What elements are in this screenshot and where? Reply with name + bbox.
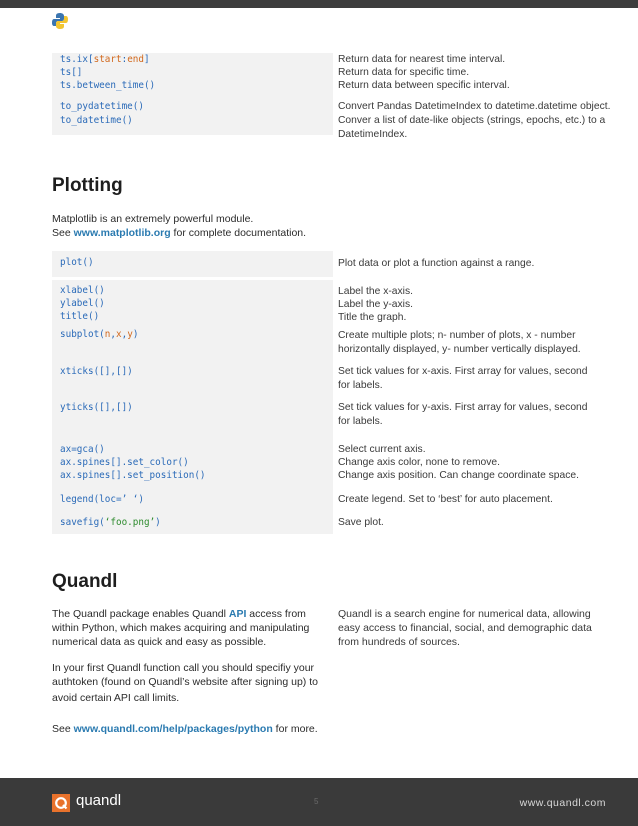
desc-legend: Create legend. Set to ‘best’ for auto placement.	[338, 494, 553, 505]
quandl-para-1-line3: numerical data as quick and easy as possible.	[52, 636, 267, 648]
desc-ts-ix: Return data for nearest time interval.	[338, 54, 506, 65]
quandl-para-3	[52, 722, 318, 736]
quandl-para-2	[52, 661, 318, 705]
desc-ylabel: Label the y-axis.	[338, 299, 413, 310]
desc-xticks: Set tick values for x-axis. First array for values, second for labels.	[338, 366, 588, 391]
plotting-intro-line1: Matplotlib is an extremely powerful module.	[52, 213, 254, 225]
code-yticks: yticks([],[])	[60, 402, 133, 413]
quandl-api-link[interactable]: API	[228, 608, 247, 620]
desc-to-pydatetime: Convert Pandas DatetimeIndex to datetime.datetime object.	[338, 101, 611, 112]
footer-url[interactable]: www.quandl.com	[519, 797, 606, 809]
code-to-datetime: to_datetime()	[60, 115, 133, 126]
desc-plot: Plot data or plot a function against a range.	[338, 258, 535, 269]
quandl-right-line3: from hundreds of sources.	[338, 636, 460, 648]
quandl-p3-see: See	[52, 723, 74, 735]
matplotlib-link[interactable]: www.matplotlib.org	[73, 227, 171, 239]
code-gca: ax=gca()	[60, 444, 105, 455]
code-between-time: ts.between_time()	[60, 80, 156, 91]
desc-gca: Select current axis.	[338, 444, 426, 455]
plotting-intro-line2	[52, 226, 306, 240]
quandl-p3-rest: for more.	[272, 723, 318, 735]
code-savefig: savefig(‘foo.png’)	[60, 517, 161, 528]
quandl-para-1-line1	[52, 607, 309, 621]
code-set-position: ax.spines[].set_position()	[60, 470, 206, 481]
quandl-para-1	[52, 607, 309, 649]
desc-yticks: Set tick values for y-axis. First array for values, second for labels.	[338, 402, 588, 427]
quandl-para-1-line2: within Python, which makes acquiring and manipulating	[52, 622, 310, 634]
quandl-p1-b: access from	[246, 608, 306, 620]
desc-between-time: Return data between specific interval.	[338, 80, 510, 91]
desc-savefig: Save plot.	[338, 517, 384, 528]
desc-set-position: Change axis position. Can change coordinate space.	[338, 470, 579, 481]
code-plot: plot()	[60, 257, 94, 268]
quandl-right-line1: Quandl is a search engine for numerical data, allowing	[338, 608, 591, 620]
quandl-python-link[interactable]: www.quandl.com/help/packages/python	[73, 723, 273, 735]
code-ylabel: ylabel()	[60, 298, 105, 309]
quandl-logo-icon	[52, 794, 70, 812]
quandl-para-2-line1: In your first Quandl function call you should specifiy your	[52, 662, 315, 674]
quandl-right-line2: easy access to financial, social, and demographic data	[338, 622, 592, 634]
footer-brand: quandl	[76, 792, 122, 809]
quandl-para-2-line2: authtoken (found on Quandl’s website after signing up) to	[52, 676, 318, 688]
section-title-quandl: Quandl	[52, 571, 118, 592]
row-divider	[52, 277, 333, 280]
top-bar	[0, 0, 638, 8]
desc-subplot: Create multiple plots; n- number of plots, x - number horizontally displayed, y- number vertically displayed.	[338, 330, 581, 355]
code-ts-ix: ts.ix[start:end]	[60, 54, 150, 65]
plotting-intro-see: See	[52, 227, 74, 239]
code-subplot: subplot(n,x,y)	[60, 329, 139, 340]
plotting-intro-rest: for complete documentation.	[170, 227, 307, 239]
quandl-para-2-line3: avoid certain API call limits.	[52, 692, 180, 704]
desc-set-color: Change axis color, none to remove.	[338, 457, 500, 468]
desc-to-datetime: Conver a list of date-like objects (strings, epochs, etc.) to a DatetimeIndex.	[338, 115, 606, 140]
page-number: 5	[314, 797, 319, 806]
code-xlabel: xlabel()	[60, 285, 105, 296]
code-legend: legend(loc=’ ‘)	[60, 494, 144, 505]
quandl-right-text	[338, 607, 618, 649]
code-xticks: xticks([],[])	[60, 366, 133, 377]
desc-ts-bracket: Return data for specific time.	[338, 67, 470, 78]
plotting-intro	[52, 212, 306, 240]
desc-title: Title the graph.	[338, 312, 407, 323]
quandl-p1-a: The Quandl package enables Quandl	[52, 608, 229, 620]
section-title-plotting: Plotting	[52, 175, 123, 196]
code-to-pydatetime: to_pydatetime()	[60, 101, 144, 112]
code-ts-bracket: ts[]	[60, 67, 83, 78]
code-set-color: ax.spines[].set_color()	[60, 457, 189, 468]
code-title: title()	[60, 311, 100, 322]
desc-xlabel: Label the x-axis.	[338, 286, 413, 297]
python-logo-icon	[51, 12, 69, 30]
